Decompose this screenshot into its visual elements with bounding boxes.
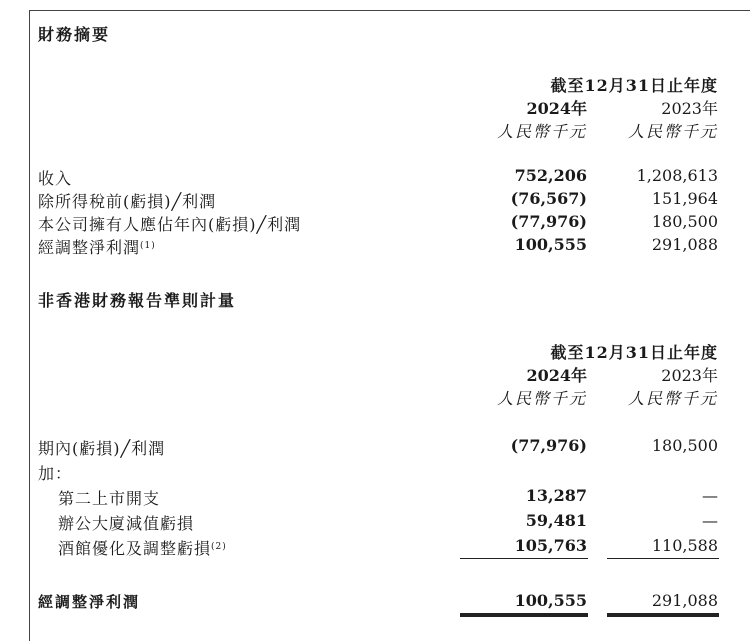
table-row-period-profit: [0, 436, 750, 458]
value-2023: 180,500: [651, 212, 718, 231]
value-2023: 291,088: [651, 235, 718, 254]
value-2023: —: [702, 511, 718, 530]
table-row-total-adjusted-net-profit: [0, 591, 750, 613]
subtotal-rule-2023: [607, 558, 719, 559]
value-2023: 151,964: [651, 189, 718, 208]
table-row-revenue: [0, 166, 750, 188]
value-2024: 105,763: [514, 536, 587, 555]
footnote-marker: (1): [140, 241, 156, 251]
column-header-2023: 2023年: [661, 366, 718, 385]
column-header-2024: 2024年: [526, 99, 587, 118]
add-label: 加：: [38, 464, 73, 483]
table-row-loss-before-tax: [0, 189, 750, 211]
value-2024: (77,976): [510, 212, 587, 231]
value-2024: 59,481: [525, 511, 587, 530]
unit-label-2024: 人民幣千元: [496, 122, 587, 141]
row-label: 期內(虧損)╱利潤: [38, 439, 166, 458]
row-label: 本公司擁有人應佔年內(虧損)╱利潤: [38, 215, 302, 234]
value-2024: 100,555: [514, 235, 587, 254]
column-header-2023: 2023年: [661, 99, 718, 118]
row-label: 除所得稅前(虧損)╱利潤: [38, 192, 217, 211]
table-row-office-impairment: [0, 511, 750, 533]
value-2024: (76,567): [510, 189, 587, 208]
value-2023: 180,500: [651, 436, 718, 455]
row-label: 收入: [38, 169, 73, 188]
unit-label-2024: 人民幣千元: [496, 389, 587, 408]
table-row-tavern-optimization: [0, 536, 750, 558]
subtotal-rule-2024: [460, 558, 588, 559]
period-header: 截至12月31日止年度: [550, 343, 718, 362]
value-2023: —: [702, 486, 718, 505]
section-title-financial-summary: 財務摘要: [38, 25, 111, 44]
value-2024: 13,287: [525, 486, 587, 505]
section-title-non-hkfrs: 非香港財務報告準則計量: [38, 291, 237, 310]
row-label: 經調整淨利潤$^{(1)}$: [38, 238, 156, 257]
unit-label-2023: 人民幣千元: [627, 389, 718, 408]
column-header-2024: 2024年: [526, 366, 587, 385]
value-2023: 110,588: [651, 536, 718, 555]
total-double-rule-2023: [607, 613, 719, 617]
value-2023: 291,088: [651, 591, 718, 610]
value-2024: 100,555: [514, 591, 587, 610]
row-label: 經調整淨利潤: [38, 593, 141, 611]
row-label: 第二上市開支: [58, 489, 161, 508]
table-row-add: [0, 461, 750, 483]
table-row-adjusted-net-profit: [0, 235, 750, 257]
footnote-marker: (2): [211, 542, 227, 552]
value-2023: 1,208,613: [636, 166, 718, 185]
table-row-secondary-listing: [0, 486, 750, 508]
value-2024: 752,206: [514, 166, 587, 185]
row-label: 酒館優化及調整虧損$^{(2)}$: [58, 539, 227, 558]
total-double-rule-2024: [460, 613, 588, 617]
row-label: 辦公大廈減值虧損: [58, 514, 195, 533]
value-2024: (77,976): [510, 436, 587, 455]
period-header: 截至12月31日止年度: [550, 76, 718, 95]
table-row-owners-profit: [0, 212, 750, 234]
unit-label-2023: 人民幣千元: [627, 122, 718, 141]
